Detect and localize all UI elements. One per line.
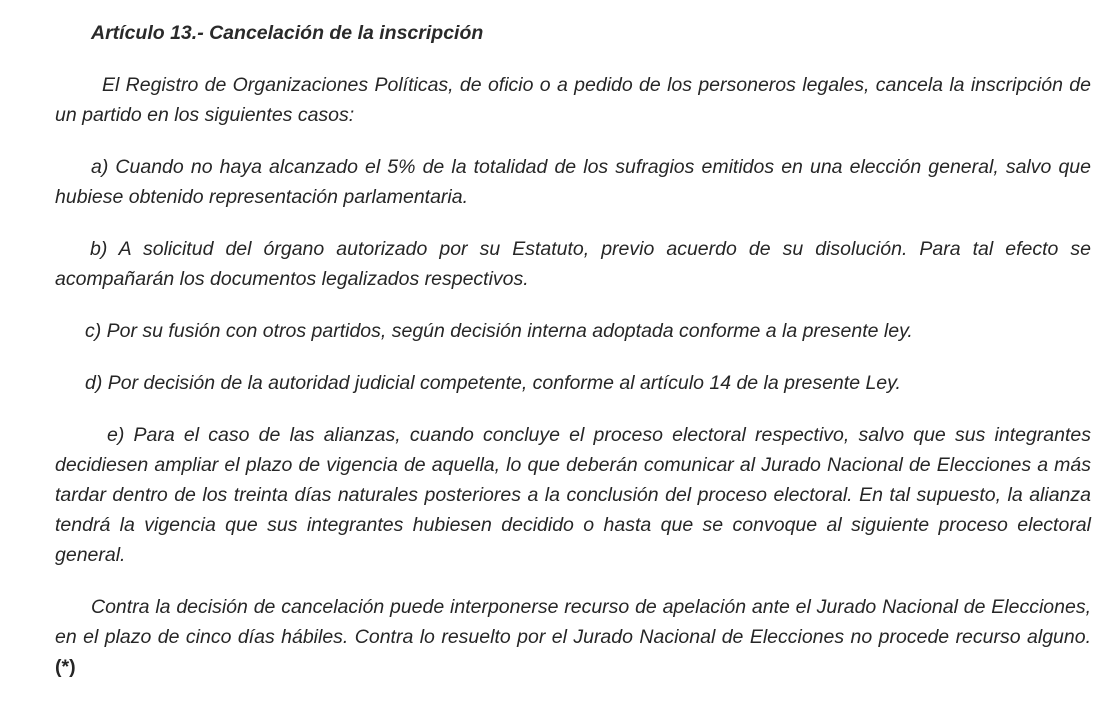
item-e-paragraph: e) Para el caso de las alianzas, cuando concluye el proceso electoral respectivo, salvo que sus integrantes decidiesen ampliar el plazo de vigencia de aquella, lo que deberán comunicar al Jurado Nacional de Elecciones a más tardar dentro de los treinta días naturales posteriores a la conclusión del proceso electoral. En tal supuesto, la alianza tendrá la vigencia que sus integrantes hubiesen decidido o hasta que se convoque al siguiente proceso electoral general. <box>55 424 1091 566</box>
footnote-mark: (*) <box>55 656 76 678</box>
item-b-paragraph: b) A solicitud del órgano autorizado por su Estatuto, previo acuerdo de su disolución. Para tal efecto se acompañarán los documentos legalizados respectivos. <box>55 238 1091 290</box>
item-a-paragraph: a) Cuando no haya alcanzado el 5% de la totalidad de los sufragios emitidos en una elección general, salvo que hubiese obtenido representación parlamentaria. <box>55 156 1091 208</box>
document-page <box>55 18 1091 682</box>
closing-text: Contra la decisión de cancelación puede interponerse recurso de apelación ante el Jurado Nacional de Elecciones, en el plazo de cinco días hábiles. Contra lo resuelto por el Jurado Nacional de Elecciones no procede recurso alguno. <box>55 596 1091 648</box>
intro-paragraph: El Registro de Organizaciones Políticas, de oficio o a pedido de los personeros legales, cancela la inscripción de un partido en los siguientes casos: <box>55 74 1091 126</box>
closing-paragraph <box>55 592 1091 682</box>
item-c-paragraph: c) Por su fusión con otros partidos, según decisión interna adoptada conforme a la presente ley. <box>85 320 913 342</box>
item-d-paragraph: d) Por decisión de la autoridad judicial competente, conforme al artículo 14 de la presente Ley. <box>85 372 901 394</box>
article-title: Artículo 13.- Cancelación de la inscripción <box>91 22 484 44</box>
